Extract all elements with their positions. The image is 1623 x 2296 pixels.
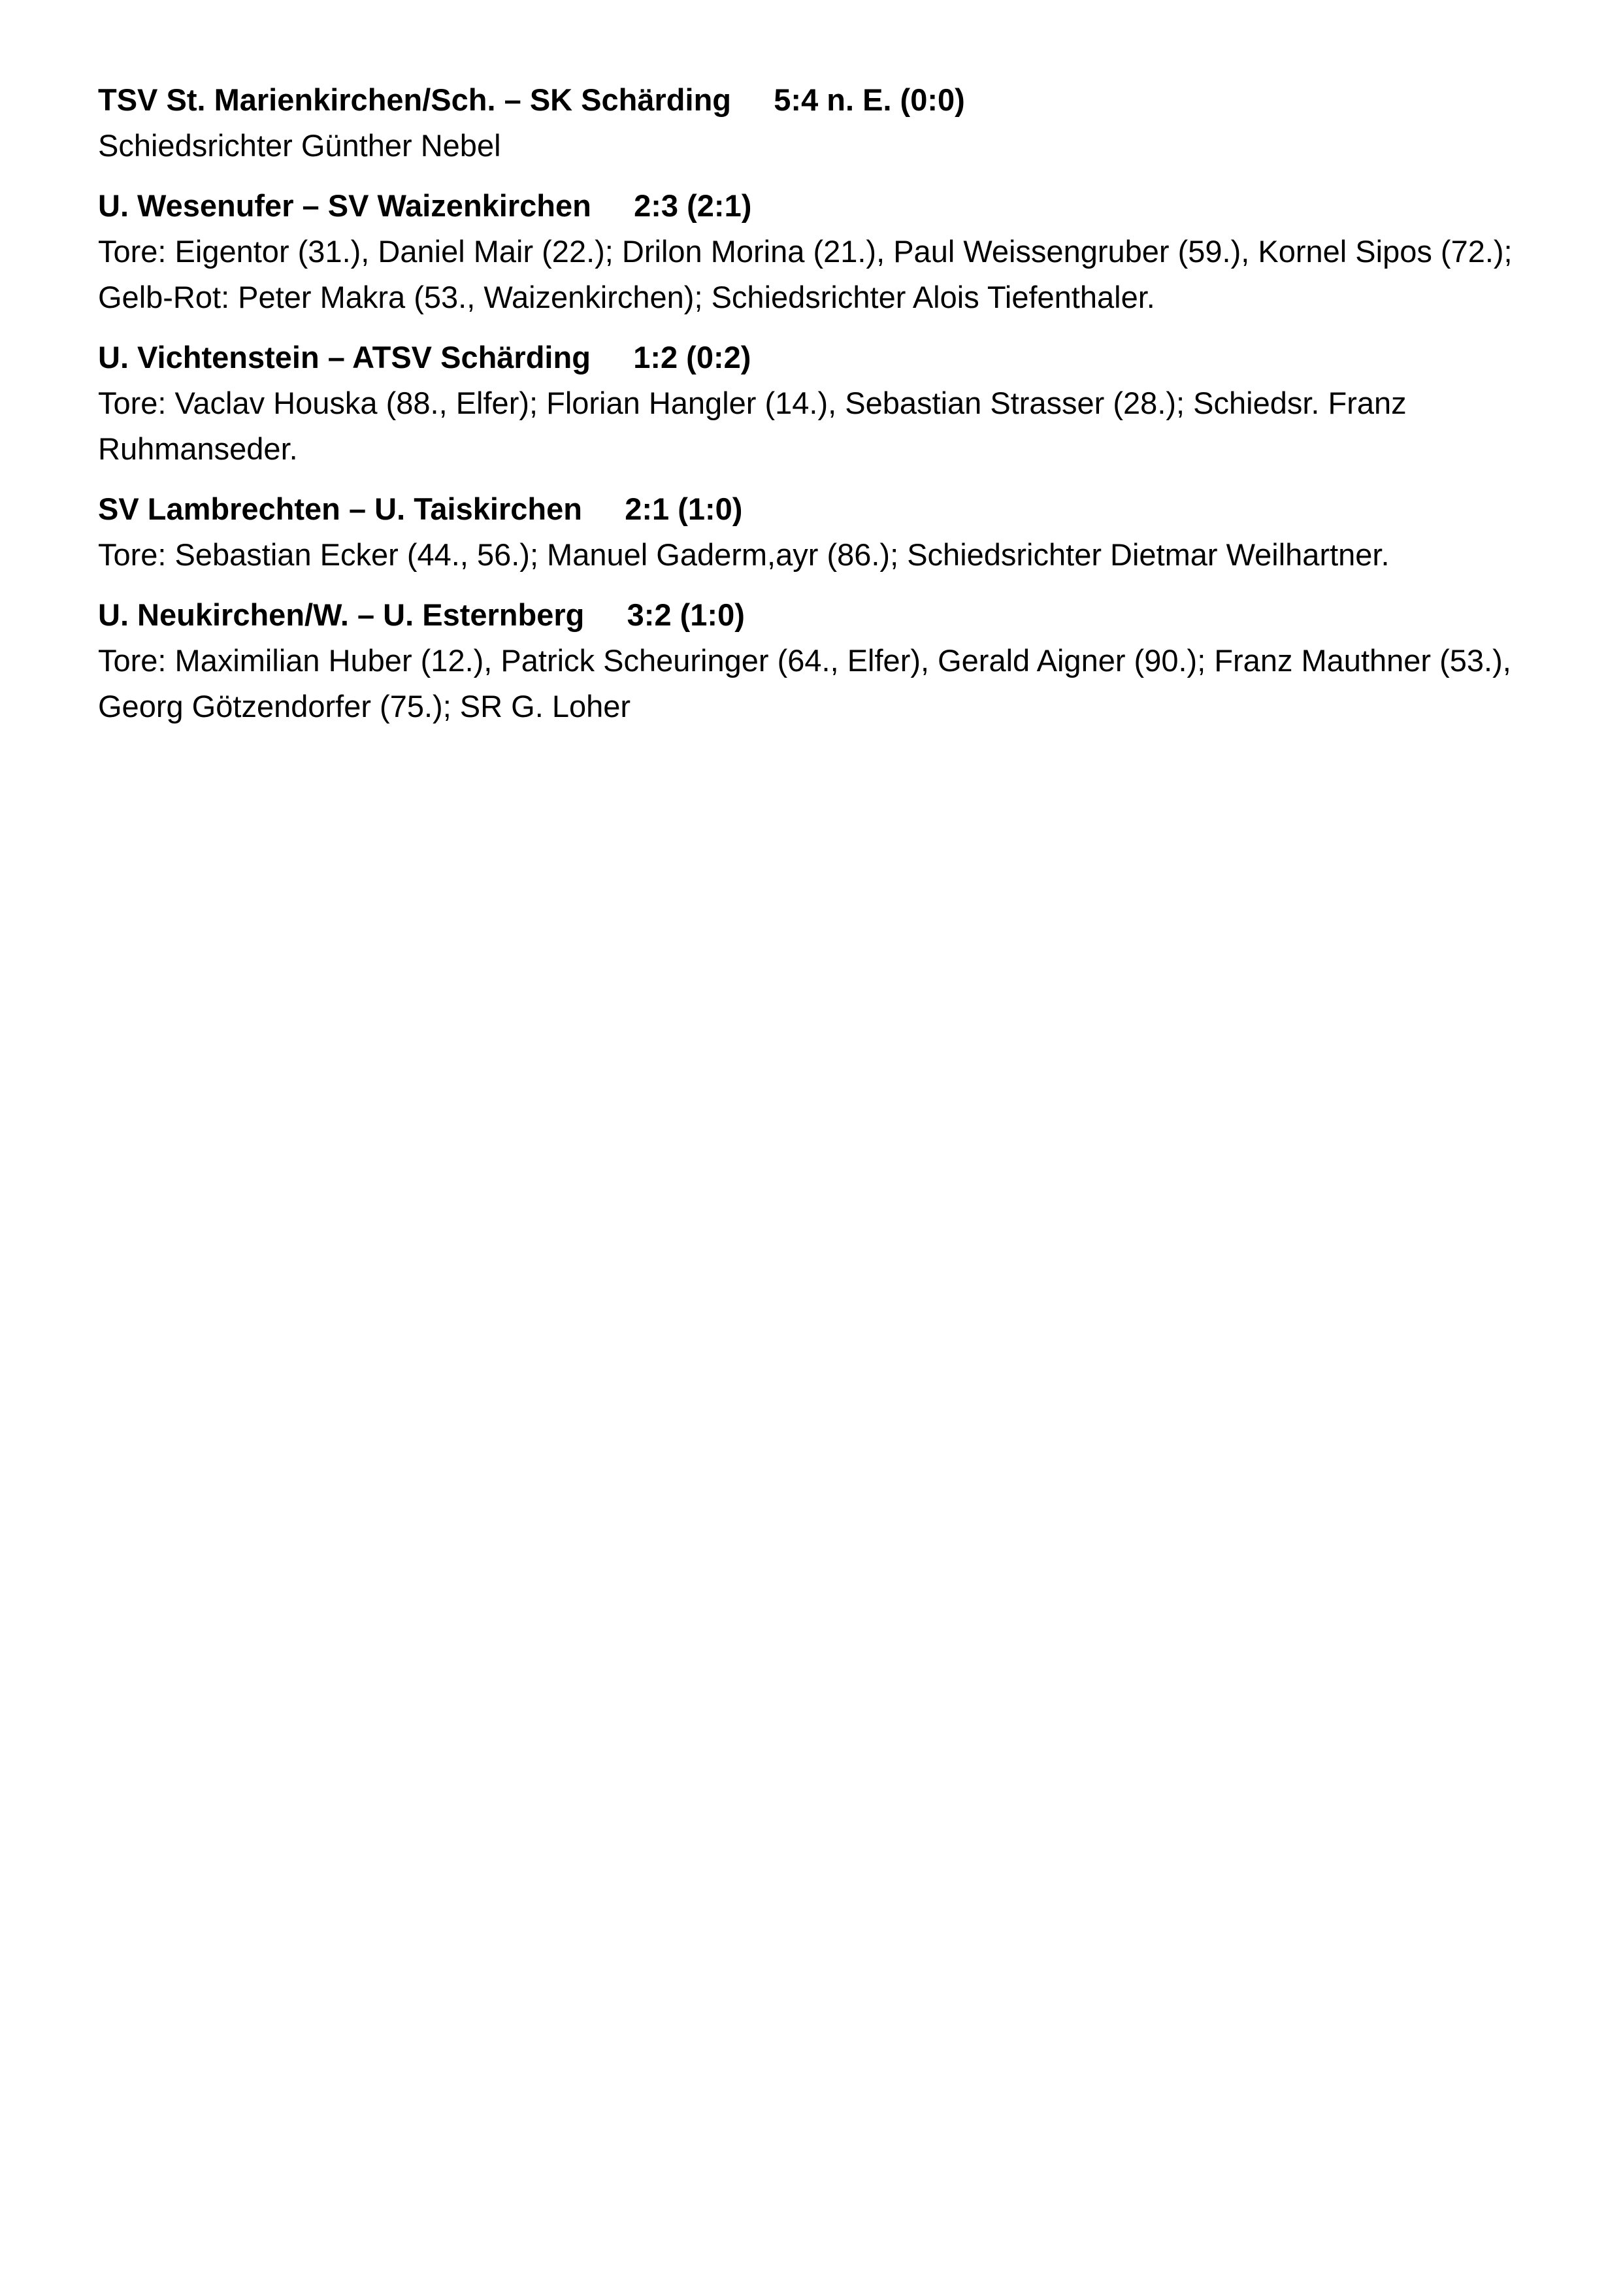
document-page bbox=[98, 77, 1535, 744]
match-report bbox=[98, 486, 1535, 578]
match-report bbox=[98, 335, 1535, 472]
match-details: Tore: Sebastian Ecker (44., 56.); Manuel Gaderm,ayr (86.); Schiedsrichter Dietmar Weilhartner. bbox=[98, 537, 1390, 572]
match-title: TSV St. Marienkirchen/Sch. – SK Schärding 5:4 n. E. (0:0) bbox=[98, 82, 965, 117]
match-title: U. Neukirchen/W. – U. Esternberg 3:2 (1:0) bbox=[98, 597, 745, 632]
match-report bbox=[98, 592, 1535, 729]
match-report bbox=[98, 77, 1535, 169]
match-title: U. Wesenufer – SV Waizenkirchen 2:3 (2:1) bbox=[98, 188, 752, 223]
match-title: U. Vichtenstein – ATSV Schärding 1:2 (0:2) bbox=[98, 340, 751, 374]
match-title: SV Lambrechten – U. Taiskirchen 2:1 (1:0) bbox=[98, 491, 743, 526]
match-details: Tore: Eigentor (31.), Daniel Mair (22.); Drilon Morina (21.), Paul Weissengruber (59.), Kornel Sipos (72.); bbox=[98, 234, 1513, 269]
match-details: Gelb-Rot: Peter Makra (53., Waizenkirchen); Schiedsrichter Alois Tiefenthaler. bbox=[98, 280, 1155, 314]
match-report bbox=[98, 183, 1535, 320]
match-details: Tore: Vaclav Houska (88., Elfer); Florian Hangler (14.), Sebastian Strasser (28.); Schiedsr. Franz Ruhmanseder. bbox=[98, 386, 1407, 466]
match-details: Tore: Maximilian Huber (12.), Patrick Scheuringer (64., Elfer), Gerald Aigner (90.); Franz Mauthner (53.), Georg Götzendorfer (75.); SR G. Loher bbox=[98, 643, 1511, 724]
match-details: Schiedsrichter Günther Nebel bbox=[98, 128, 501, 163]
